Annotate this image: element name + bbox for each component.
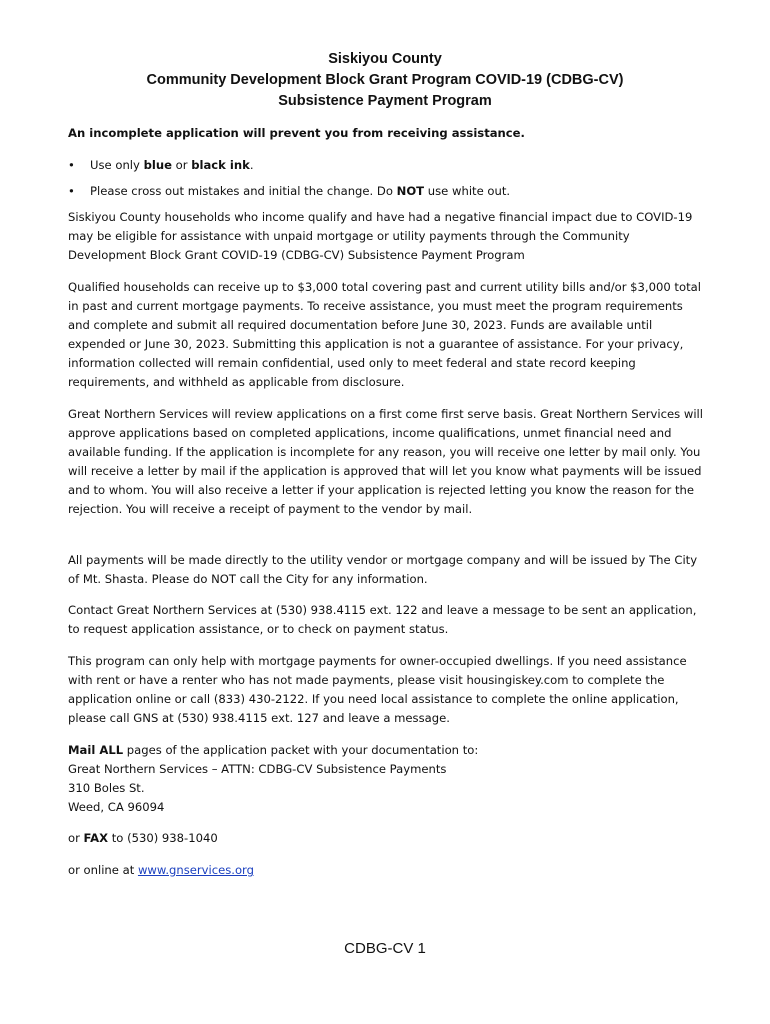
program-subtitle: Subsistence Payment Program (278, 93, 492, 109)
bullet-whiteout-text: Please cross out mistakes and initial the change. Do NOT use white out. (90, 184, 511, 198)
program-title: Community Development Block Grant Program COVID-19 (CDBG-CV) (146, 72, 624, 88)
online-line: or online at www.gnservices.org (68, 863, 254, 877)
paragraph-eligibility: Siskiyou County households who income qualify and have had a negative financial impact due to COVID-19 may be eligible for assistance with unpaid mortgage or utility payments through the Community Development Block Grant COVID-19 (CDBG-CV) Subsistence Payment Program (68, 210, 693, 262)
fax-line: or FAX to (530) 938-1040 (68, 831, 218, 845)
bullet-dot-icon: • (68, 158, 75, 172)
paragraph-payments: All payments will be made directly to the utility vendor or mortgage company and will be issued by The City of Mt. Shasta. Please do NOT call the City for any information. (68, 553, 698, 586)
mail-address-line3: Weed, CA 96094 (68, 800, 165, 814)
paragraph-amounts: Qualified households can receive up to $3,000 total covering past and current utility bills and/or $3,000 total in past and current mortgage payments. To receive assistance, you must meet the program requirements and complete and submit all required documentation before June 30, 2023. Funds are available until expended or June 30, 2023. Submitting this application is not a guarantee of assistance. For your privacy, information collected will remain confidential, used only to meet federal and state record keeping requirements, and withheld as applicable from disclosure. (68, 280, 701, 389)
incomplete-warning: An incomplete application will prevent you from receiving assistance. (68, 126, 525, 140)
paragraph-mortgage-only: This program can only help with mortgage payments for owner-occupied dwellings. If you need assistance with rent or have a renter who has not made payments, please visit housingiskey.com to complete the application online or call (833) 430-2122. If you need local assistance to complete the online application, please call GNS at (530) 938.4115 ext. 127 and leave a message. (68, 654, 687, 725)
paragraph-review: Great Northern Services will review applications on a first come first serve basis. Great Northern Services will approve applications based on completed applications, income qualifications, unmet financial need and available funding. If the application is incomplete for any reason, you will receive one letter by mail only. You will receive a letter by mail if the application is approved that will let you know what payments will be issued and to whom. You will also receive a letter if your application is rejected letting you know the reason for the rejection. You will receive a receipt of payment to the vendor by mail. (68, 407, 704, 516)
bullet-dot-icon: • (68, 184, 75, 198)
mail-address-line1: Great Northern Services – ATTN: CDBG-CV Subsistence Payments (68, 762, 447, 776)
mail-address-line2: 310 Boles St. (68, 781, 145, 795)
paragraph-contact: Contact Great Northern Services at (530) 938.4115 ext. 122 and leave a message to be sent an application, to request application assistance, or to check on payment status. (68, 603, 697, 636)
county-title: Siskiyou County (328, 51, 442, 67)
gnservices-link[interactable]: www.gnservices.org (137, 863, 254, 877)
mail-instructions: Mail ALL pages of the application packet with your documentation to: Great Northern Services – ATTN: CDBG-CV Subsistence Payments 310 Boles St. Weed, CA 96094 (68, 741, 708, 817)
page-footer: CDBG-CV 1 (344, 940, 426, 957)
bullet-ink-text: Use only blue or black ink. (90, 158, 254, 172)
